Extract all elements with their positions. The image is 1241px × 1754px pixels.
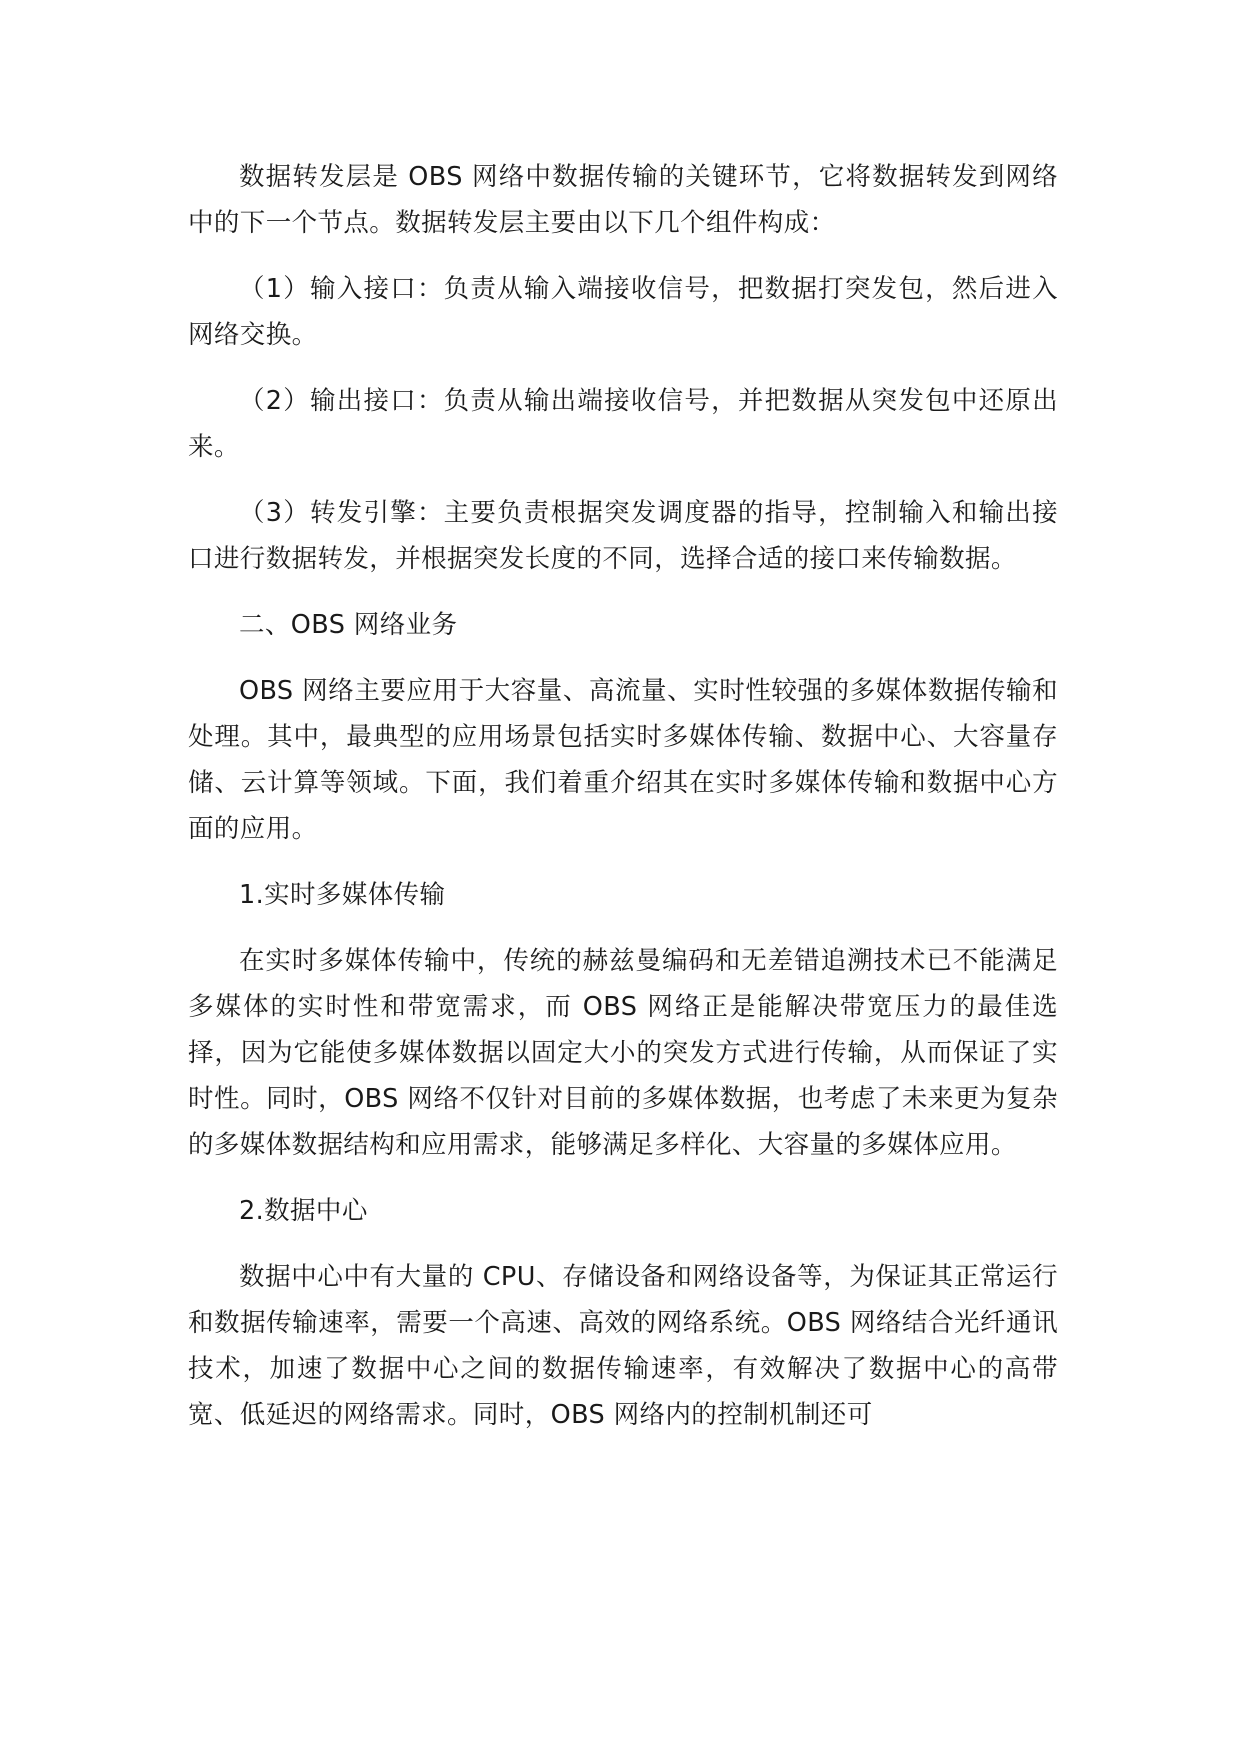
paragraph-forwarding-engine: （3）转发引擎：主要负责根据突发调度器的指导，控制输入和输出接口进行数据转发，并根据突发长度的不同，选择合适的接口来传输数据。: [188, 498, 1058, 574]
subheading-data-center: 2.数据中心: [239, 1196, 368, 1226]
subheading-realtime-multimedia: 1.实时多媒体传输: [239, 880, 446, 910]
paragraph-realtime-multimedia: 在实时多媒体传输中，传统的赫兹曼编码和无差错追溯技术已不能满足多媒体的实时性和带宽需求，而 OBS 网络正是能解决带宽压力的最佳选择，因为它能使多媒体数据以固定大小的突发方式进行传输，从而保证了实时性。同时，OBS 网络不仅针对目前的多媒体数据，也考虑了未来更为复杂的多媒体数据结构和应用需求，能够满足多样化、大容量的多媒体应用。: [188, 946, 1058, 1160]
paragraph-input-interface: （1）输入接口：负责从输入端接收信号，把数据打突发包，然后进入网络交换。: [188, 274, 1058, 350]
paragraph-data-center: 数据中心中有大量的 CPU、存储设备和网络设备等，为保证其正常运行和数据传输速率，需要一个高速、高效的网络系统。OBS 网络结合光纤通讯技术，加速了数据中心之间的数据传输速率，有效解决了数据中心的高带宽、低延迟的网络需求。同时，OBS 网络内的控制机制还可: [188, 1262, 1058, 1430]
paragraph-obs-applications: OBS 网络主要应用于大容量、高流量、实时性较强的多媒体数据传输和处理。其中，最典型的应用场景包括实时多媒体传输、数据中心、大容量存储、云计算等领域。下面，我们着重介绍其在实时多媒体传输和数据中心方面的应用。: [188, 676, 1058, 844]
section-heading-obs-services: 二、OBS 网络业务: [239, 610, 458, 640]
paragraph-output-interface: （2）输出接口：负责从输出端接收信号，并把数据从突发包中还原出来。: [188, 386, 1058, 462]
paragraph-forwarding-layer: 数据转发层是 OBS 网络中数据传输的关键环节，它将数据转发到网络中的下一个节点。数据转发层主要由以下几个组件构成：: [188, 162, 1058, 238]
document-body: [188, 154, 1058, 1458]
